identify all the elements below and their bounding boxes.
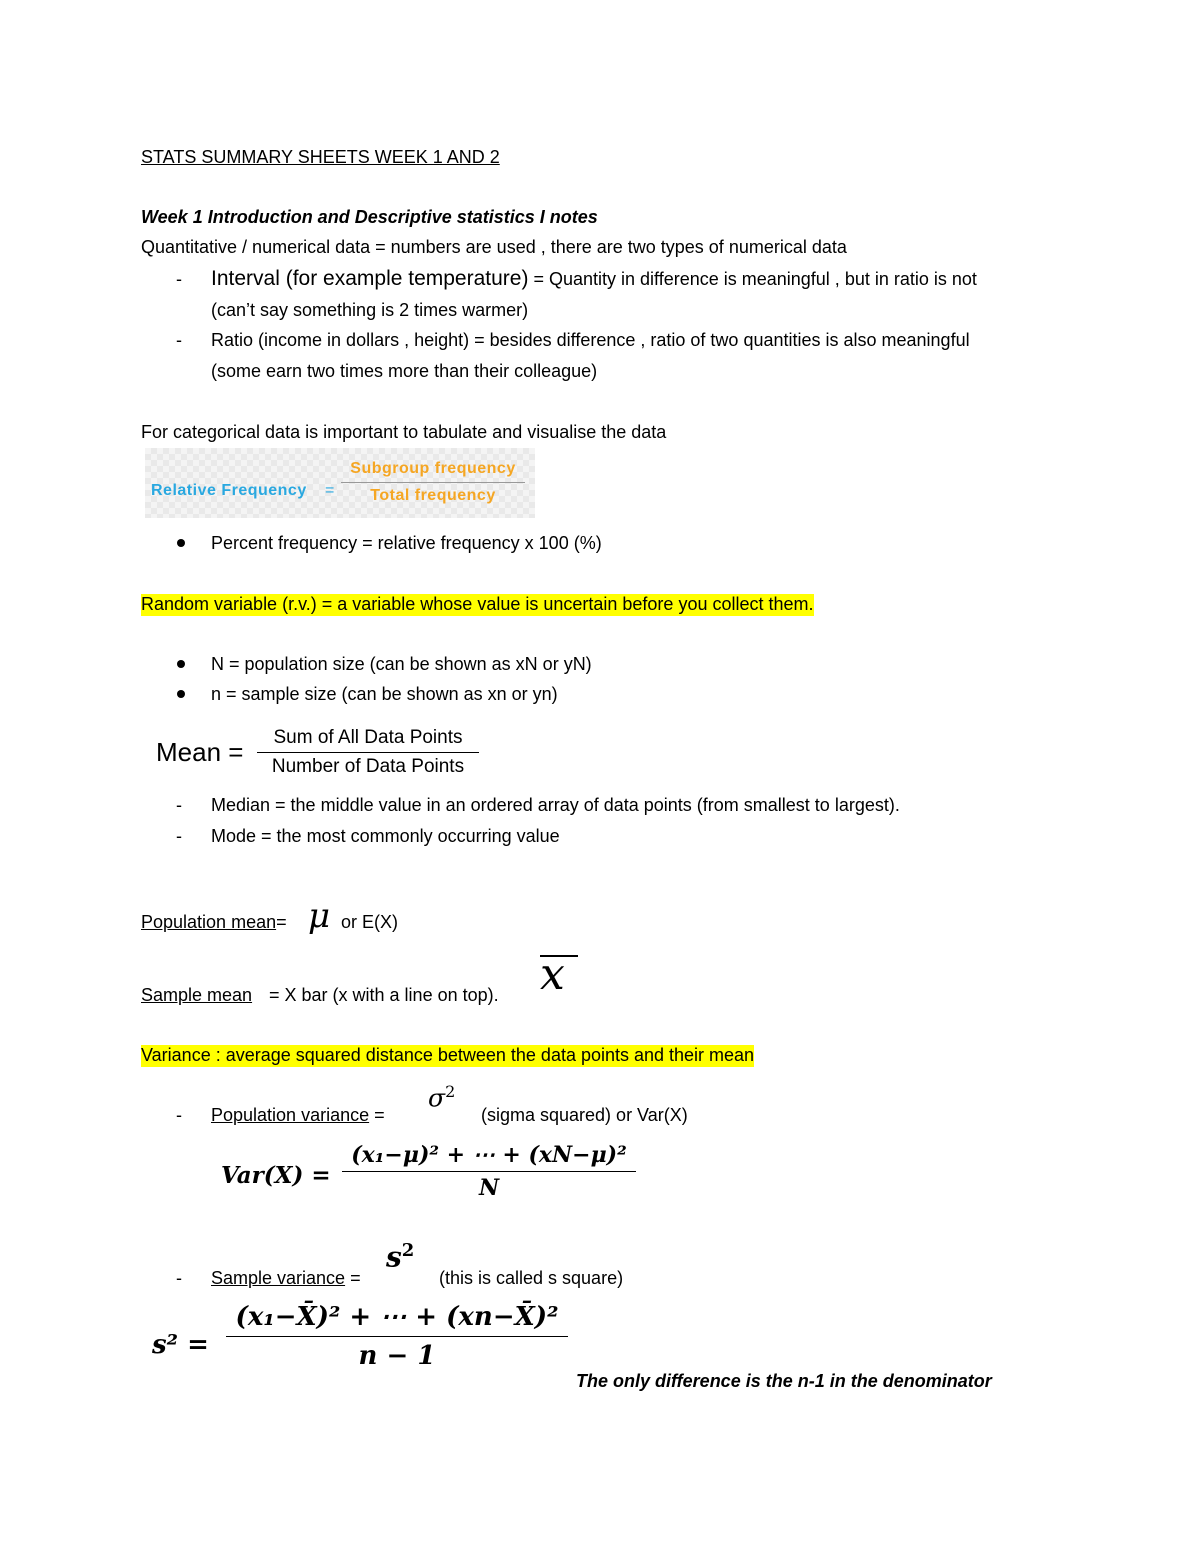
interval-item: [211, 266, 977, 291]
percent-frequency: Percent frequency = relative frequency x 100 (%): [211, 533, 602, 553]
relative-frequency-fraction: [341, 460, 525, 505]
ratio-continuation: (some earn two times more than their colleague): [211, 361, 598, 381]
interval-text: = Quantity in difference is meaningful , but in ratio is not: [528, 269, 977, 289]
fraction-bar: [257, 752, 479, 753]
s2-denominator: n − 1: [358, 1341, 436, 1371]
s2-numerator: (x₁−X̄)² + ⋯ + (xn−X̄)²: [235, 1302, 559, 1332]
population-variance-rest: (sigma squared) or Var(X): [481, 1105, 688, 1125]
var-lhs: Var(X) =: [221, 1162, 331, 1189]
mu-symbol: μ: [308, 896, 331, 936]
relative-frequency-numerator: Subgroup frequency: [350, 460, 516, 477]
categorical-line: For categorical data is important to tabulate and visualise the data: [141, 422, 667, 442]
population-variance-label: Population variance: [211, 1105, 370, 1125]
week1-heading: Week 1 Introduction and Descriptive statistics I notes: [141, 207, 598, 227]
sample-variance-eq: =: [350, 1268, 361, 1288]
bullet-icon: [177, 690, 185, 698]
mean-numerator: Sum of All Data Points: [273, 727, 463, 748]
sample-variance-dash: -: [176, 1268, 182, 1288]
interval-label: Interval (for example temperature): [211, 267, 529, 290]
population-mean-line: [141, 912, 287, 934]
s-squared: [386, 1240, 414, 1274]
median-dash: -: [176, 795, 182, 815]
sample-variance-label: Sample variance: [211, 1268, 346, 1288]
relative-frequency-formula: [145, 448, 535, 518]
interval-dash: -: [176, 269, 182, 289]
sample-variance-rest: (this is called s square): [439, 1268, 624, 1288]
fraction-bar: [342, 1171, 636, 1172]
sample-mean-label: Sample mean: [141, 985, 253, 1005]
sample-mean-line: [141, 985, 252, 1007]
sigma-exponent: 2: [445, 1082, 456, 1101]
sample-mean-rest: = X bar (x with a line on top).: [269, 985, 499, 1005]
s2-fraction: [226, 1302, 568, 1371]
var-numerator: (x₁−μ)² + ⋯ + (xN−μ)²: [351, 1142, 627, 1168]
var-denominator: N: [478, 1175, 500, 1201]
bullet-icon: [177, 539, 185, 547]
xbar-symbol: [540, 949, 578, 1000]
sigma-squared: [428, 1082, 455, 1113]
fraction-bar: [341, 482, 525, 483]
s-symbol: s: [386, 1240, 402, 1274]
mean-lhs: Mean =: [156, 737, 244, 767]
population-size: N = population size (can be shown as xN or yN): [211, 654, 592, 674]
interval-continuation: (can’t say something is 2 times warmer): [211, 300, 529, 320]
s2-lhs: s² =: [152, 1330, 209, 1360]
xbar-letter: x: [540, 949, 565, 1000]
mean-denominator: Number of Data Points: [271, 756, 465, 777]
var-fraction: [342, 1142, 636, 1201]
sigma-symbol: σ: [428, 1083, 446, 1113]
random-variable-definition: Random variable (r.v.) = a variable whose value is uncertain before you collect them.: [141, 594, 814, 614]
population-mean-rest: or E(X): [341, 912, 399, 932]
mean-fraction: [257, 727, 479, 778]
population-mean-label: Population mean: [141, 912, 277, 932]
relative-frequency-eq: =: [325, 482, 335, 499]
variance-definition: Variance : average squared distance between the data points and their mean: [141, 1045, 755, 1065]
bullet-icon: [177, 660, 185, 668]
population-variance-dash: -: [176, 1105, 182, 1125]
ratio-dash: -: [176, 330, 182, 350]
s-exponent: 2: [401, 1240, 415, 1261]
relative-frequency-lhs: Relative Frequency: [151, 482, 307, 499]
median-item: Median = the middle value in an ordered array of data points (from smallest to largest).: [211, 795, 900, 815]
sample-size: n = sample size (can be shown as xn or yn): [211, 684, 558, 704]
sample-variance-line: [211, 1268, 361, 1290]
difference-note: The only difference is the n-1 in the denominator: [576, 1371, 992, 1391]
ratio-item: Ratio (income in dollars , height) = besides difference , ratio of two quantities is also meaningful: [211, 330, 970, 350]
population-variance-eq: =: [374, 1105, 385, 1125]
mode-dash: -: [176, 826, 182, 846]
population-variance-line: [211, 1105, 385, 1127]
quantitative-line: Quantitative / numerical data = numbers are used , there are two types of numerical data: [141, 237, 847, 257]
page-title: STATS SUMMARY SHEETS WEEK 1 AND 2: [141, 147, 500, 167]
population-mean-eq: =: [276, 912, 287, 932]
relative-frequency-denominator: Total frequency: [370, 487, 496, 504]
fraction-bar: [226, 1336, 568, 1337]
mode-item: Mode = the most commonly occurring value: [211, 826, 560, 846]
